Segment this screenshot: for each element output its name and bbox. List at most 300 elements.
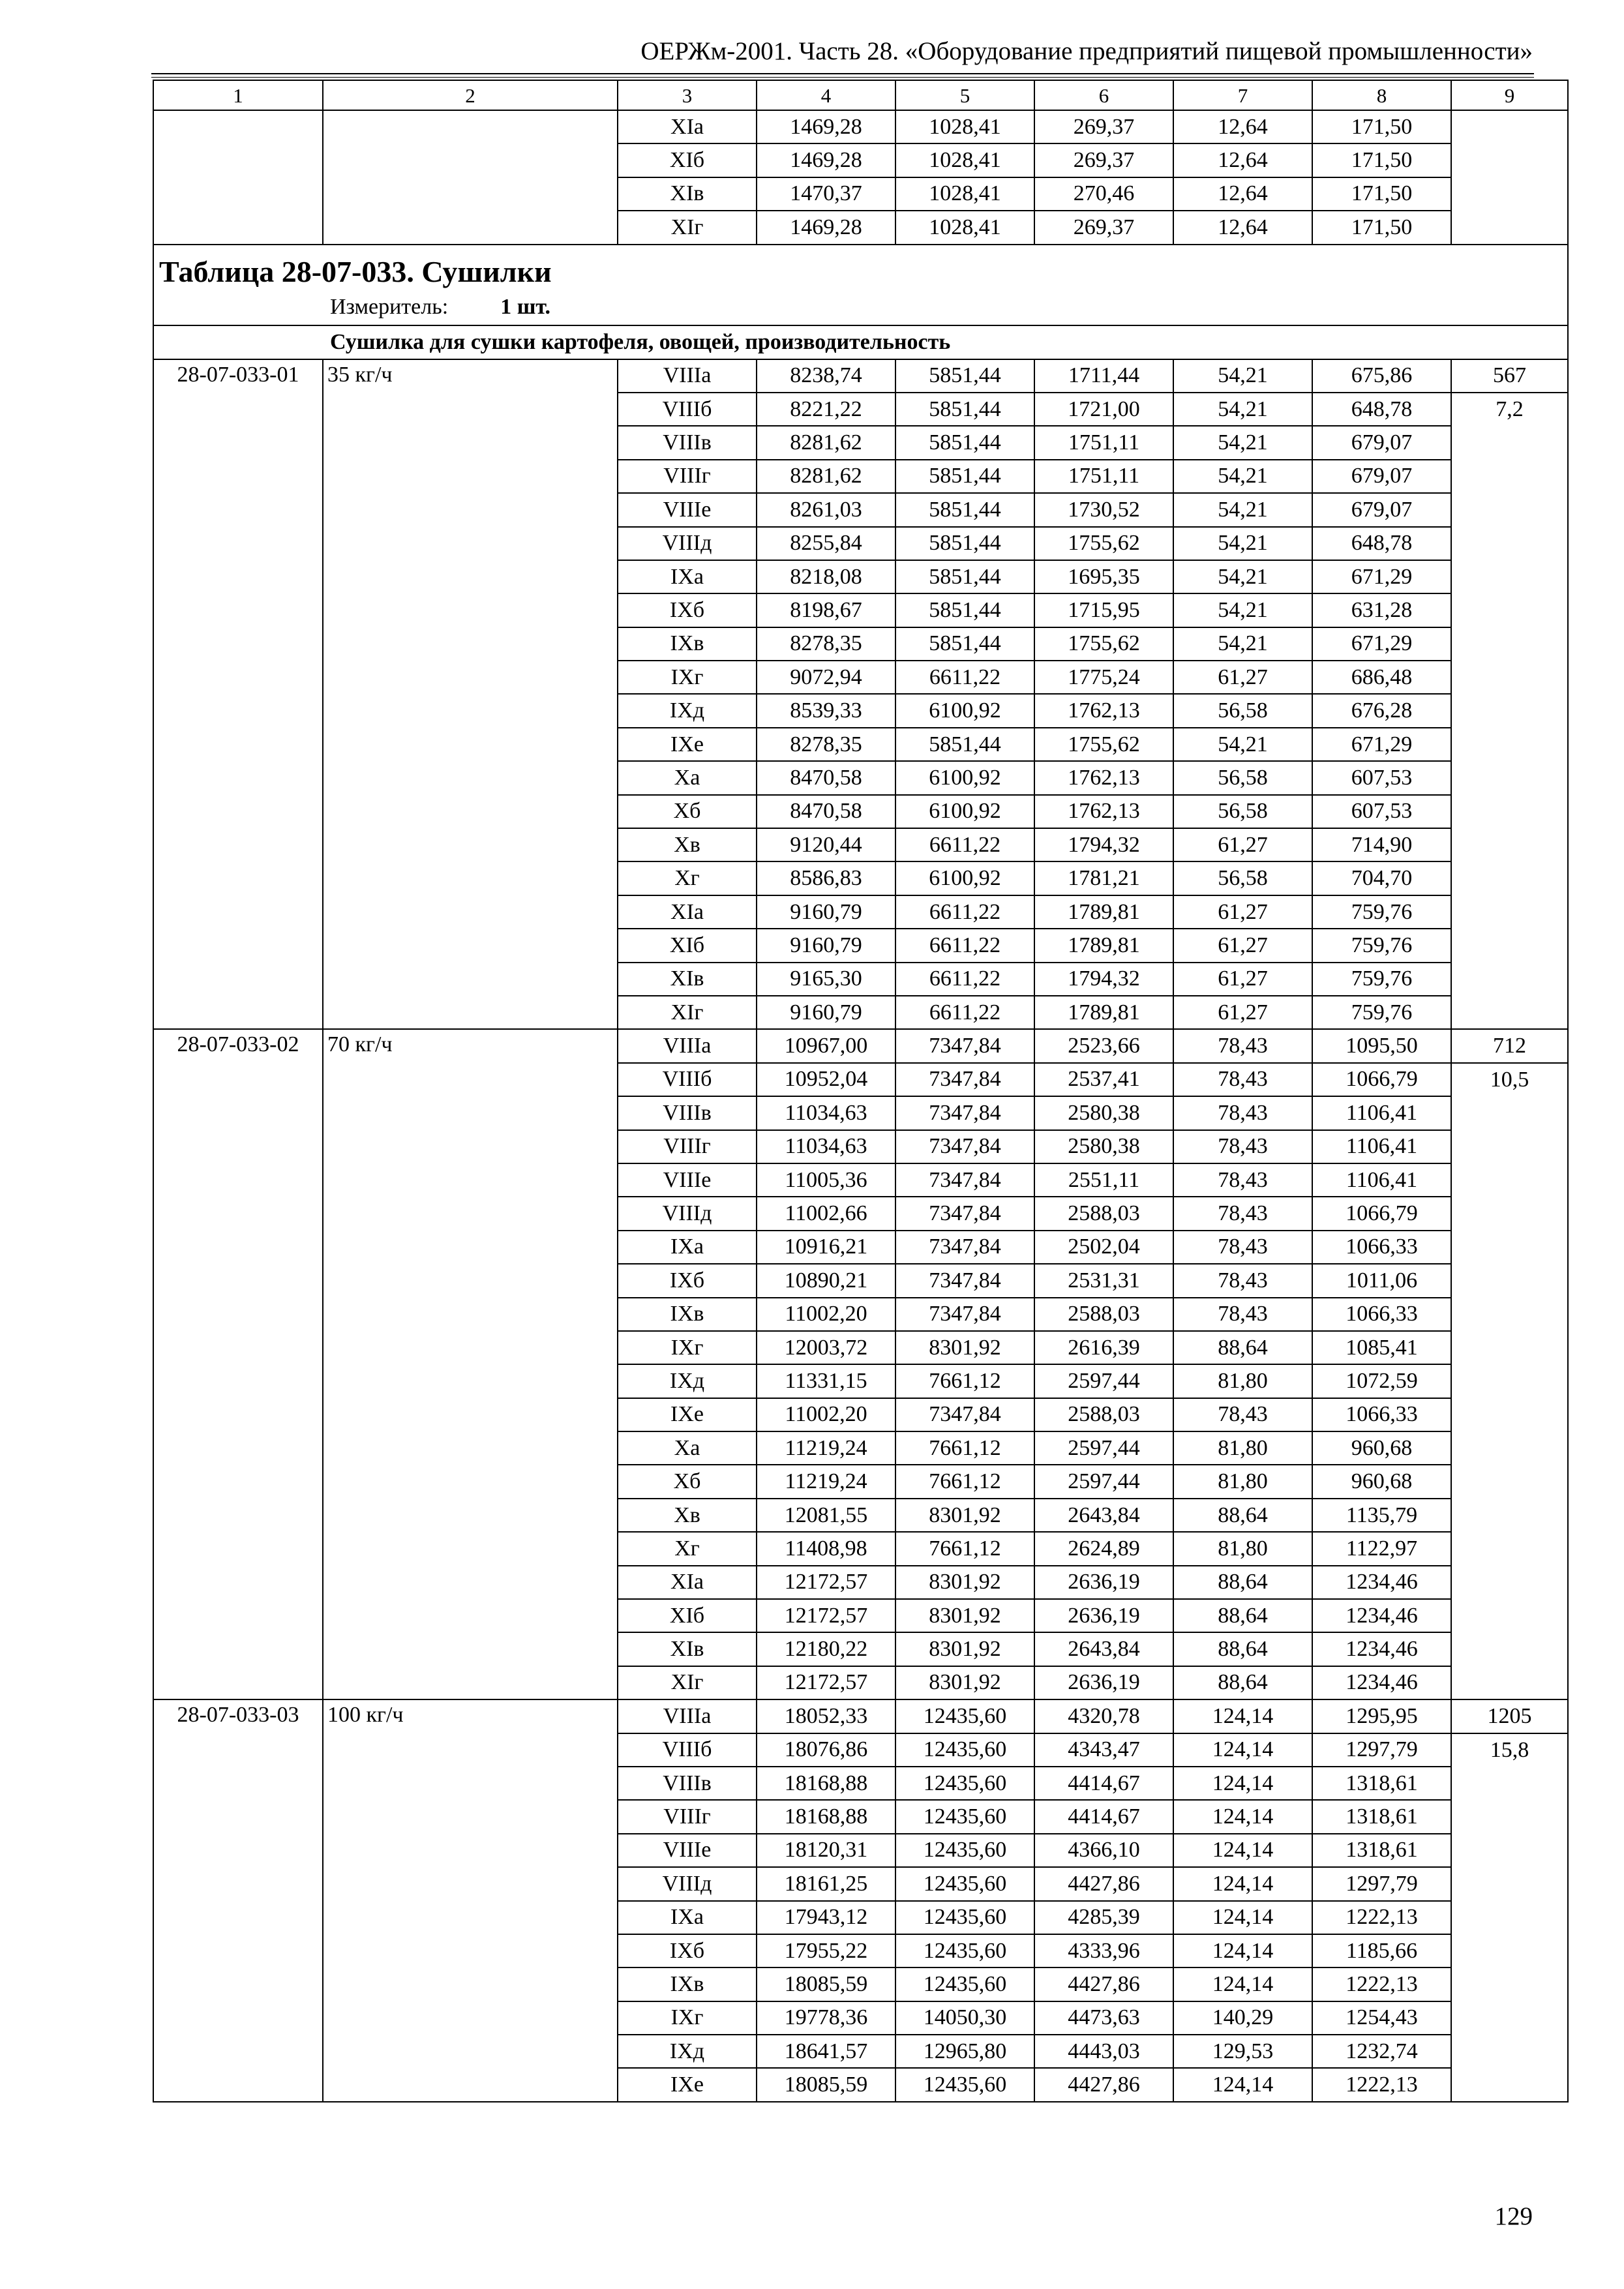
value-cell: 1072,59 <box>1312 1364 1451 1398</box>
item-name: 100 кг/ч <box>323 1699 618 2102</box>
column-number: 7 <box>1173 80 1312 110</box>
value-cell: 88,64 <box>1173 1566 1312 1599</box>
value-cell: 6611,22 <box>895 828 1034 861</box>
price-table <box>153 80 1569 2102</box>
value-cell: 7347,84 <box>895 1231 1034 1264</box>
value-cell: 124,14 <box>1173 1967 1312 2001</box>
value-cell: 5851,44 <box>895 527 1034 560</box>
value-cell: 2551,11 <box>1034 1163 1173 1197</box>
item-name: 35 кг/ч <box>323 359 618 1030</box>
value-cell: 11219,24 <box>757 1431 895 1465</box>
value-cell: 10967,00 <box>757 1029 895 1062</box>
category-cell: VIIIг <box>618 1130 757 1163</box>
value-cell: 54,21 <box>1173 627 1312 661</box>
value-cell: 1232,74 <box>1312 2035 1451 2068</box>
value-cell: 2531,31 <box>1034 1264 1173 1297</box>
category-cell: Xб <box>618 795 757 828</box>
value-cell: 686,48 <box>1312 661 1451 694</box>
value-cell: 1794,32 <box>1034 963 1173 996</box>
running-header: ОЕРЖм-2001. Часть 28. «Оборудование предприятий пищевой промышленности» <box>640 37 1533 65</box>
value-cell: 6611,22 <box>895 895 1034 929</box>
value-cell: 88,64 <box>1173 1331 1312 1364</box>
category-cell: VIIIд <box>618 1197 757 1230</box>
value-cell: 1066,79 <box>1312 1197 1451 1230</box>
value-cell: 1781,21 <box>1034 861 1173 895</box>
value-cell: 759,76 <box>1312 895 1451 929</box>
value-cell: 269,37 <box>1034 211 1173 244</box>
value-cell: 11034,63 <box>757 1130 895 1163</box>
value-cell: 1066,33 <box>1312 1398 1451 1431</box>
value-cell: 2588,03 <box>1034 1398 1173 1431</box>
category-cell: VIIIб <box>618 1063 757 1096</box>
value-cell: 11034,63 <box>757 1096 895 1130</box>
value-cell: 1234,46 <box>1312 1632 1451 1666</box>
value-cell: 2643,84 <box>1034 1632 1173 1666</box>
value-cell: 78,43 <box>1173 1197 1312 1230</box>
table-body <box>153 80 1568 2102</box>
value-cell: 124,14 <box>1173 1767 1312 1800</box>
value-cell: 1222,13 <box>1312 2068 1451 2101</box>
value-cell: 1721,00 <box>1034 393 1173 426</box>
value-cell: 1234,46 <box>1312 1599 1451 1632</box>
value-cell: 9120,44 <box>757 828 895 861</box>
category-cell: Xг <box>618 861 757 895</box>
value-cell: 4427,86 <box>1034 1967 1173 2001</box>
category-cell: XIг <box>618 211 757 244</box>
mass-cell: 712 <box>1451 1029 1568 1062</box>
value-cell: 679,07 <box>1312 460 1451 493</box>
category-cell: VIIIв <box>618 426 757 459</box>
value-cell: 17955,22 <box>757 1934 895 1967</box>
value-cell: 1106,41 <box>1312 1096 1451 1130</box>
value-cell: 671,29 <box>1312 627 1451 661</box>
value-cell: 2580,38 <box>1034 1096 1173 1130</box>
value-cell: 5851,44 <box>895 460 1034 493</box>
category-cell: IXг <box>618 661 757 694</box>
value-cell: 8198,67 <box>757 593 895 627</box>
value-cell: 648,78 <box>1312 393 1451 426</box>
value-cell: 8278,35 <box>757 728 895 761</box>
value-cell: 7347,84 <box>895 1096 1034 1130</box>
value-cell: 12081,55 <box>757 1499 895 1532</box>
value-cell: 2580,38 <box>1034 1130 1173 1163</box>
column-number: 5 <box>895 80 1034 110</box>
value-cell: 1755,62 <box>1034 527 1173 560</box>
category-cell: VIIIг <box>618 1800 757 1833</box>
value-cell: 12435,60 <box>895 1967 1034 2001</box>
value-cell: 7661,12 <box>895 1364 1034 1398</box>
value-cell: 1469,28 <box>757 143 895 177</box>
value-cell: 1318,61 <box>1312 1767 1451 1800</box>
category-cell: XIв <box>618 963 757 996</box>
value-cell: 11002,20 <box>757 1398 895 1431</box>
value-cell: 78,43 <box>1173 1398 1312 1431</box>
value-cell: 81,80 <box>1173 1465 1312 1498</box>
value-cell: 759,76 <box>1312 929 1451 962</box>
value-cell: 4366,10 <box>1034 1834 1173 1867</box>
category-cell: XIб <box>618 929 757 962</box>
value-cell: 56,58 <box>1173 761 1312 794</box>
value-cell: 10916,21 <box>757 1231 895 1264</box>
value-cell: 1470,37 <box>757 177 895 211</box>
value-cell: 1711,44 <box>1034 359 1173 393</box>
value-cell: 18168,88 <box>757 1800 895 1833</box>
value-cell: 8470,58 <box>757 795 895 828</box>
value-cell: 12172,57 <box>757 1666 895 1699</box>
value-cell: 1318,61 <box>1312 1834 1451 1867</box>
page-number: 129 <box>1494 2202 1533 2230</box>
value-cell: 2636,19 <box>1034 1666 1173 1699</box>
value-cell: 1789,81 <box>1034 996 1173 1029</box>
value-cell: 1755,62 <box>1034 627 1173 661</box>
value-cell: 12003,72 <box>757 1331 895 1364</box>
value-cell: 7347,84 <box>895 1163 1034 1197</box>
value-cell: 6611,22 <box>895 661 1034 694</box>
value-cell: 270,46 <box>1034 177 1173 211</box>
value-cell: 4427,86 <box>1034 1867 1173 1900</box>
value-cell: 1469,28 <box>757 211 895 244</box>
value-cell: 1122,97 <box>1312 1532 1451 1565</box>
value-cell: 679,07 <box>1312 493 1451 526</box>
value-cell: 18161,25 <box>757 1867 895 1900</box>
value-cell: 2588,03 <box>1034 1298 1173 1331</box>
category-cell: VIIIа <box>618 1699 757 1733</box>
column-numbers-row <box>153 80 1568 110</box>
table-row <box>153 359 1568 393</box>
value-cell: 1469,28 <box>757 110 895 143</box>
value-cell: 1762,13 <box>1034 761 1173 794</box>
category-cell: VIIIа <box>618 359 757 393</box>
value-cell: 18641,57 <box>757 2035 895 2068</box>
value-cell: 18085,59 <box>757 1967 895 2001</box>
value-cell: 2616,39 <box>1034 1331 1173 1364</box>
value-cell: 648,78 <box>1312 527 1451 560</box>
value-cell: 12435,60 <box>895 1934 1034 1967</box>
value-cell: 6100,92 <box>895 694 1034 727</box>
group-title-row <box>153 325 1568 359</box>
value-cell: 1794,32 <box>1034 828 1173 861</box>
table-row <box>153 1699 1568 1733</box>
category-cell: IXа <box>618 560 757 593</box>
category-cell: VIIIв <box>618 1096 757 1130</box>
table-title: Таблица 28-07-033. Сушилки <box>159 254 552 288</box>
value-cell: 1106,41 <box>1312 1163 1451 1197</box>
value-cell: 12180,22 <box>757 1632 895 1666</box>
value-cell: 8281,62 <box>757 460 895 493</box>
category-cell: VIIIе <box>618 1163 757 1197</box>
value-cell: 171,50 <box>1312 177 1451 211</box>
value-cell: 12435,60 <box>895 1733 1034 1767</box>
value-cell: 1066,33 <box>1312 1298 1451 1331</box>
value-cell: 960,68 <box>1312 1465 1451 1498</box>
table-title-block <box>153 245 1568 325</box>
value-cell: 1297,79 <box>1312 1733 1451 1767</box>
value-cell: 78,43 <box>1173 1163 1312 1197</box>
value-cell: 8470,58 <box>757 761 895 794</box>
value-cell: 129,53 <box>1173 2035 1312 2068</box>
value-cell: 2537,41 <box>1034 1063 1173 1096</box>
unit-value: 1 шт. <box>500 294 551 319</box>
value-cell: 61,27 <box>1173 963 1312 996</box>
value-cell: 9072,94 <box>757 661 895 694</box>
category-cell: XIа <box>618 895 757 929</box>
value-cell: 124,14 <box>1173 1934 1312 1967</box>
category-cell: XIа <box>618 1566 757 1599</box>
value-cell: 81,80 <box>1173 1431 1312 1465</box>
value-cell: 6611,22 <box>895 996 1034 1029</box>
category-cell: Xв <box>618 828 757 861</box>
value-cell: 8221,22 <box>757 393 895 426</box>
value-cell: 61,27 <box>1173 996 1312 1029</box>
category-cell: IXе <box>618 728 757 761</box>
value-cell: 9160,79 <box>757 996 895 1029</box>
value-cell: 8218,08 <box>757 560 895 593</box>
value-cell: 607,53 <box>1312 761 1451 794</box>
value-cell: 7347,84 <box>895 1264 1034 1297</box>
value-cell: 11002,20 <box>757 1298 895 1331</box>
column-number: 9 <box>1451 80 1568 110</box>
mass-cell <box>1451 110 1568 245</box>
category-cell: VIIIд <box>618 1867 757 1900</box>
mass-cell: 10,5 <box>1451 1063 1568 1699</box>
category-cell: IXд <box>618 1364 757 1398</box>
category-cell: VIIIб <box>618 1733 757 1767</box>
value-cell: 1730,52 <box>1034 493 1173 526</box>
value-cell: 4320,78 <box>1034 1699 1173 1733</box>
value-cell: 171,50 <box>1312 110 1451 143</box>
value-cell: 9160,79 <box>757 895 895 929</box>
value-cell: 7347,84 <box>895 1298 1034 1331</box>
value-cell: 4414,67 <box>1034 1800 1173 1833</box>
category-cell: IXг <box>618 1331 757 1364</box>
value-cell: 607,53 <box>1312 795 1451 828</box>
value-cell: 2502,04 <box>1034 1231 1173 1264</box>
value-cell: 8281,62 <box>757 426 895 459</box>
value-cell: 7347,84 <box>895 1130 1034 1163</box>
value-cell: 171,50 <box>1312 143 1451 177</box>
value-cell: 54,21 <box>1173 393 1312 426</box>
value-cell: 1185,66 <box>1312 1934 1451 1967</box>
category-cell: IXв <box>618 627 757 661</box>
value-cell: 1234,46 <box>1312 1566 1451 1599</box>
value-cell: 18085,59 <box>757 2068 895 2101</box>
value-cell: 4443,03 <box>1034 2035 1173 2068</box>
value-cell: 12435,60 <box>895 2068 1034 2101</box>
value-cell: 78,43 <box>1173 1231 1312 1264</box>
value-cell: 17943,12 <box>757 1901 895 1934</box>
value-cell: 1135,79 <box>1312 1499 1451 1532</box>
value-cell: 269,37 <box>1034 143 1173 177</box>
value-cell: 88,64 <box>1173 1666 1312 1699</box>
value-cell: 81,80 <box>1173 1364 1312 1398</box>
category-cell: VIIIб <box>618 393 757 426</box>
value-cell: 679,07 <box>1312 426 1451 459</box>
value-cell: 140,29 <box>1173 2001 1312 2035</box>
category-cell: Xа <box>618 1431 757 1465</box>
value-cell: 9160,79 <box>757 929 895 962</box>
value-cell: 78,43 <box>1173 1063 1312 1096</box>
item-name: 70 кг/ч <box>323 1029 618 1699</box>
value-cell: 5851,44 <box>895 560 1034 593</box>
category-cell: IXе <box>618 2068 757 2101</box>
value-cell: 671,29 <box>1312 728 1451 761</box>
category-cell: XIг <box>618 996 757 1029</box>
value-cell: 1066,79 <box>1312 1063 1451 1096</box>
category-cell: IXа <box>618 1901 757 1934</box>
category-cell: IXб <box>618 593 757 627</box>
value-cell: 8238,74 <box>757 359 895 393</box>
value-cell: 1028,41 <box>895 143 1034 177</box>
item-code: 28-07-033-02 <box>153 1029 323 1699</box>
value-cell: 12,64 <box>1173 110 1312 143</box>
value-cell: 7347,84 <box>895 1197 1034 1230</box>
category-cell: VIIIд <box>618 527 757 560</box>
value-cell: 5851,44 <box>895 493 1034 526</box>
value-cell: 6100,92 <box>895 761 1034 794</box>
value-cell: 56,58 <box>1173 795 1312 828</box>
value-cell: 7347,84 <box>895 1029 1034 1062</box>
category-cell: XIа <box>618 110 757 143</box>
value-cell: 7347,84 <box>895 1398 1034 1431</box>
value-cell: 78,43 <box>1173 1029 1312 1062</box>
value-cell: 88,64 <box>1173 1499 1312 1532</box>
table-row <box>153 1029 1568 1062</box>
value-cell: 1066,33 <box>1312 1231 1451 1264</box>
value-cell: 54,21 <box>1173 593 1312 627</box>
value-cell: 11331,15 <box>757 1364 895 1398</box>
value-cell: 61,27 <box>1173 828 1312 861</box>
value-cell: 8261,03 <box>757 493 895 526</box>
column-number: 1 <box>153 80 323 110</box>
category-cell: IXд <box>618 2035 757 2068</box>
mass-cell: 1205 <box>1451 1699 1568 1733</box>
value-cell: 14050,30 <box>895 2001 1034 2035</box>
value-cell: 8586,83 <box>757 861 895 895</box>
value-cell: 1318,61 <box>1312 1800 1451 1833</box>
value-cell: 6611,22 <box>895 963 1034 996</box>
value-cell: 88,64 <box>1173 1599 1312 1632</box>
value-cell: 1028,41 <box>895 211 1034 244</box>
value-cell: 124,14 <box>1173 1834 1312 1867</box>
value-cell: 5851,44 <box>895 426 1034 459</box>
value-cell: 9165,30 <box>757 963 895 996</box>
value-cell: 1695,35 <box>1034 560 1173 593</box>
column-number: 2 <box>323 80 618 110</box>
category-cell: XIб <box>618 143 757 177</box>
category-cell: VIIIа <box>618 1029 757 1062</box>
category-cell: Xб <box>618 1465 757 1498</box>
value-cell: 1751,11 <box>1034 460 1173 493</box>
value-cell: 56,58 <box>1173 861 1312 895</box>
category-cell: IXб <box>618 1264 757 1297</box>
table-row <box>153 110 1568 143</box>
unit-line <box>330 296 1562 318</box>
value-cell: 8301,92 <box>895 1632 1034 1666</box>
name-cell <box>323 110 618 245</box>
value-cell: 81,80 <box>1173 1532 1312 1565</box>
value-cell: 1234,46 <box>1312 1666 1451 1699</box>
value-cell: 4343,47 <box>1034 1733 1173 1767</box>
value-cell: 5851,44 <box>895 393 1034 426</box>
value-cell: 12965,80 <box>895 2035 1034 2068</box>
value-cell: 1106,41 <box>1312 1130 1451 1163</box>
value-cell: 2597,44 <box>1034 1364 1173 1398</box>
category-cell: Xг <box>618 1532 757 1565</box>
value-cell: 1755,62 <box>1034 728 1173 761</box>
value-cell: 1222,13 <box>1312 1967 1451 2001</box>
value-cell: 8539,33 <box>757 694 895 727</box>
value-cell: 56,58 <box>1173 694 1312 727</box>
value-cell: 11005,36 <box>757 1163 895 1197</box>
value-cell: 12435,60 <box>895 1800 1034 1833</box>
value-cell: 12435,60 <box>895 1901 1034 1934</box>
value-cell: 2588,03 <box>1034 1197 1173 1230</box>
group-title: Сушилка для сушки картофеля, овощей, производительность <box>153 325 1568 359</box>
value-cell: 12,64 <box>1173 211 1312 244</box>
value-cell: 4473,63 <box>1034 2001 1173 2035</box>
value-cell: 1222,13 <box>1312 1901 1451 1934</box>
value-cell: 78,43 <box>1173 1264 1312 1297</box>
value-cell: 2636,19 <box>1034 1599 1173 1632</box>
value-cell: 78,43 <box>1173 1130 1312 1163</box>
header-rule <box>151 73 1534 74</box>
value-cell: 2597,44 <box>1034 1465 1173 1498</box>
value-cell: 54,21 <box>1173 728 1312 761</box>
value-cell: 4333,96 <box>1034 1934 1173 1967</box>
value-cell: 88,64 <box>1173 1632 1312 1666</box>
value-cell: 5851,44 <box>895 627 1034 661</box>
value-cell: 12435,60 <box>895 1867 1034 1900</box>
value-cell: 18076,86 <box>757 1733 895 1767</box>
value-cell: 124,14 <box>1173 1733 1312 1767</box>
value-cell: 61,27 <box>1173 895 1312 929</box>
code-cell <box>153 110 323 245</box>
mass-cell: 567 <box>1451 359 1568 393</box>
column-number: 6 <box>1034 80 1173 110</box>
value-cell: 8301,92 <box>895 1599 1034 1632</box>
value-cell: 7661,12 <box>895 1532 1034 1565</box>
value-cell: 4285,39 <box>1034 1901 1173 1934</box>
category-cell: XIг <box>618 1666 757 1699</box>
value-cell: 7661,12 <box>895 1465 1034 1498</box>
value-cell: 1028,41 <box>895 177 1034 211</box>
value-cell: 124,14 <box>1173 1699 1312 1733</box>
category-cell: IXв <box>618 1298 757 1331</box>
value-cell: 8301,92 <box>895 1499 1034 1532</box>
unit-label: Измеритель: <box>330 294 449 319</box>
value-cell: 8301,92 <box>895 1331 1034 1364</box>
value-cell: 704,70 <box>1312 861 1451 895</box>
category-cell: VIIIе <box>618 1834 757 1867</box>
value-cell: 1028,41 <box>895 110 1034 143</box>
mass-cell: 7,2 <box>1451 393 1568 1029</box>
value-cell: 1751,11 <box>1034 426 1173 459</box>
value-cell: 12172,57 <box>757 1566 895 1599</box>
item-code: 28-07-033-01 <box>153 359 323 1030</box>
value-cell: 54,21 <box>1173 560 1312 593</box>
value-cell: 960,68 <box>1312 1431 1451 1465</box>
value-cell: 18052,33 <box>757 1699 895 1733</box>
value-cell: 10952,04 <box>757 1063 895 1096</box>
value-cell: 61,27 <box>1173 661 1312 694</box>
category-cell: Xв <box>618 1499 757 1532</box>
value-cell: 11002,66 <box>757 1197 895 1230</box>
value-cell: 8278,35 <box>757 627 895 661</box>
category-cell: IXг <box>618 2001 757 2035</box>
value-cell: 6100,92 <box>895 861 1034 895</box>
value-cell: 1775,24 <box>1034 661 1173 694</box>
value-cell: 1789,81 <box>1034 929 1173 962</box>
